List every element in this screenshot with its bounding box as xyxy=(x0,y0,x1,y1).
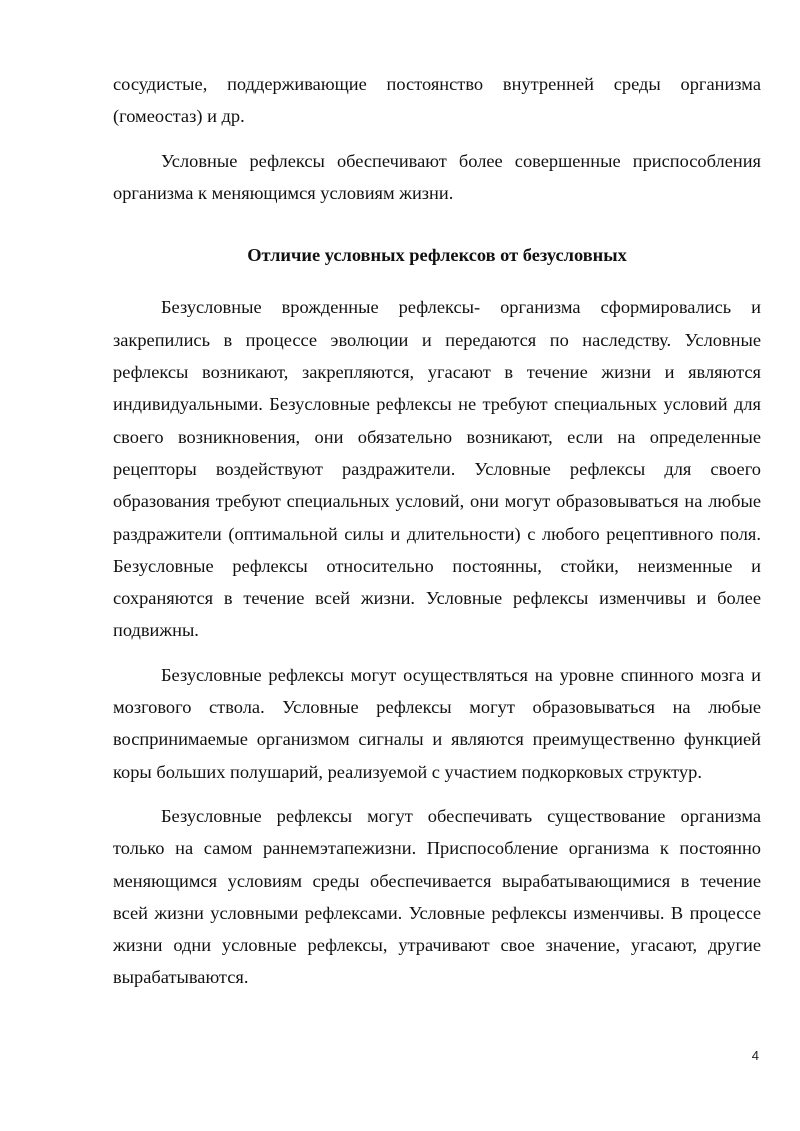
paragraph-spinal-cord: Безусловные рефлексы могут осуществляться на уровне спинного мозга и мозгового ствола. Условные рефлексы могут образовываться на любые воспринимаемые организмом сигналы и являются преимущественно функцией коры больших полушарий, реализуемой с участием подкорковых структур. xyxy=(113,664,761,782)
heading-gap xyxy=(113,271,761,291)
paragraph-unconditioned-vs-conditioned: Безусловные врожденные рефлексы- организма сформировались и закрепились в процессе эволюции и передаются по наследству. Условные рефлексы возникают, закрепляются, угасают в течение жизни и являются индивидуальными. Безусловные рефлексы не требуют специальных условий для своего возникновения, они обязательно возникают, если на определенные рецепторы воздействуют раздражители. Условные рефлексы для своего образования требуют специальных условий, они могут образовываться на любые раздражители (оптимальной силы и длительности) с любого рецептивного поля. Безусловные рефлексы относительно постоянны, стойки, неизменные и сохраняются в течение всей жизни. Условные рефлексы изменчивы и более подвижны. xyxy=(113,297,761,641)
paragraph-conditioned-reflexes: Условные рефлексы обеспечивают более совершенные приспособления организма к меняющимся условиям жизни. xyxy=(113,150,761,203)
paragraph-continuation: сосудистые, поддерживающие постоянство внутренней среды организма (гомеостаз) и др. xyxy=(113,74,761,127)
paragraph-gap xyxy=(113,133,761,145)
section-gap xyxy=(113,209,761,239)
paragraph-gap xyxy=(113,647,761,659)
document-page xyxy=(113,68,761,994)
paragraph-gap xyxy=(113,788,761,800)
page-number: 4 xyxy=(751,1048,759,1063)
section-heading: Отличие условных рефлексов от безусловных xyxy=(247,245,627,266)
paragraph-adaptation: Безусловные рефлексы могут обеспечивать существование организма только на самом раннемэтапежизни. Приспособление организма к постоянно меняющимся условиям среды обеспечивается вырабатывающимися в течение всей жизни условными рефлексами. Условные рефлексы изменчивы. В процессе жизни одни условные рефлексы, утрачивают свое значение, угасают, другие вырабатываются. xyxy=(113,805,761,988)
